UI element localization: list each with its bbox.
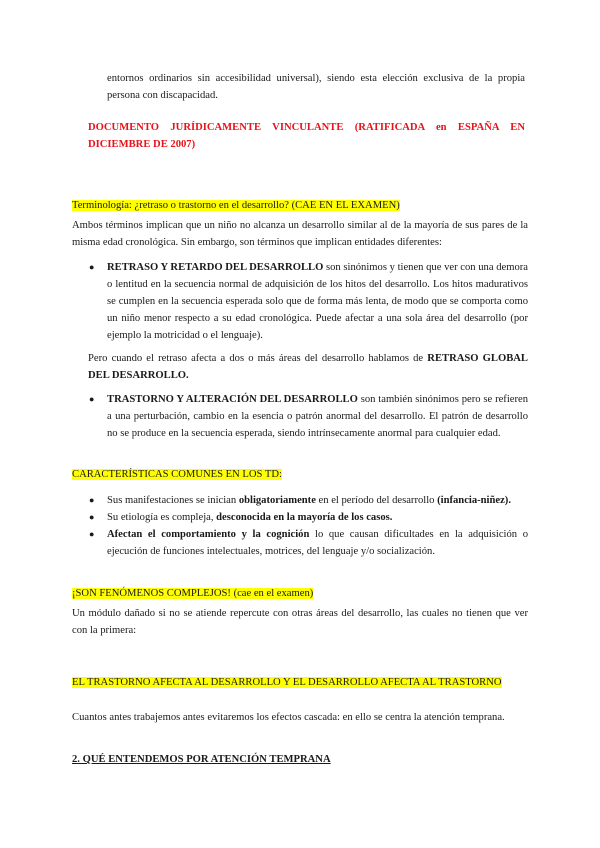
terminology-heading: [72, 197, 532, 214]
list-item: [72, 391, 528, 442]
list-item: [72, 259, 528, 344]
char1-mid: en el período del desarrollo: [315, 495, 438, 506]
section-title: [72, 751, 528, 768]
char2-text: Su etiología es compleja,: [107, 512, 217, 523]
list-item: [72, 492, 528, 509]
bullet-icon: ●: [89, 262, 95, 272]
cascade-heading: [72, 674, 528, 691]
char1-text: Sus manifestaciones se inician: [107, 495, 239, 506]
characteristics-heading-text: CARACTERÍSTICAS COMUNES EN LOS TD:: [72, 469, 282, 480]
global-delay-bold: RETRASO GLOBAL DEL DESARROLLO.: [88, 353, 528, 381]
bullet-icon: ●: [89, 495, 95, 505]
intro-text: entornos ordinarios sin accesibilidad universal), siendo esta elección exclusiva de la propia persona con discapacidad.: [107, 73, 525, 101]
global-delay-text: Pero cuando el retraso afecta a dos o más áreas del desarrollo hablamos de: [88, 353, 428, 364]
terminology-paragraph-text: Ambos términos implican que un niño no alcanza un desarrollo similar al de la mayoría de sus pares de la misma edad cronológica. Sin embargo, son términos que implican entidades diferentes:: [72, 220, 528, 248]
characteristics-list: [72, 492, 528, 560]
terminology-bullet-list-1: [72, 259, 528, 344]
legal-note-text: DOCUMENTO JURÍDICAMENTE VINCULANTE (RATIFICADA en ESPAÑA EN DICIEMBRE DE 2007): [88, 122, 525, 150]
terminology-paragraph: [72, 217, 528, 251]
bullet-icon: ●: [89, 512, 95, 522]
char1-bold: obligatoriamente: [238, 495, 316, 506]
cascade-heading-text: EL TRASTORNO AFECTA AL DESARROLLO Y EL DESARROLLO AFECTA AL TRASTORNO: [72, 677, 502, 688]
char3-bold: Afectan el comportamiento y la cognición: [107, 529, 310, 540]
char2-bold: desconocida en la mayoría de los casos.: [216, 512, 393, 523]
complex-paragraph-text: Un módulo dañado si no se atiende repercute con otras áreas del desarrollo, las cuales no tienen que ver con la primera:: [72, 608, 528, 636]
bullet1-text: son sinónimos y tienen que ver con una demora o lentitud en la secuencia normal de adquisición de los hitos del desarrollo. Los hitos madurativos se cumplen en la secuencia esperada solo que de forma más lenta, de modo que se comporta como un niño menor respecto a su edad cronológica. Puede afectar a una sola área del desarrollo (por ejemplo la motricidad o el lenguaje).: [107, 262, 528, 341]
list-item: [72, 509, 528, 526]
bullet2-bold: TRASTORNO Y ALTERACIÓN DEL DESARROLLO: [107, 394, 358, 405]
cascade-paragraph: [72, 709, 532, 726]
char3-text: lo que causan dificultades en la adquisición o ejecución de funciones intelectuales, motrices, del lenguaje y/o socialización.: [107, 529, 529, 557]
global-delay-paragraph: [88, 350, 528, 384]
bullet2-text: son también sinónimos pero se refieren a una perturbación, cambio en la esencia o patrón anormal del desarrollo. El patrón de desarrollo no se produce en la secuencia esperada, siendo intrínsecamente anormal para cualquier edad.: [107, 394, 529, 439]
bullet1-bold: RETRASO Y RETARDO DEL DESARROLLO: [107, 262, 324, 273]
bullet-icon: ●: [89, 394, 95, 404]
complex-heading-text: ¡SON FENÓMENOS COMPLEJOS! (cae en el examen): [72, 588, 314, 599]
char1-bold2: (infancia-niñez).: [437, 495, 511, 506]
section-title-text: 2. QUÉ ENTENDEMOS POR ATENCIÓN TEMPRANA: [72, 754, 331, 765]
complex-paragraph: [72, 605, 528, 639]
cascade-paragraph-text: Cuantos antes trabajemos antes evitaremos los efectos cascada: en ello se centra la atención temprana.: [72, 712, 505, 723]
intro-paragraph: [107, 70, 525, 104]
list-item: [72, 526, 528, 560]
legal-note: [88, 119, 525, 153]
characteristics-heading: [72, 466, 528, 483]
complex-heading: [72, 585, 528, 602]
terminology-bullet-list-2: [72, 391, 528, 442]
terminology-heading-text: Terminología: ¿retraso o trastorno en el desarrollo? (CAE EN EL EXAMEN): [72, 200, 400, 211]
bullet-icon: ●: [89, 529, 95, 539]
